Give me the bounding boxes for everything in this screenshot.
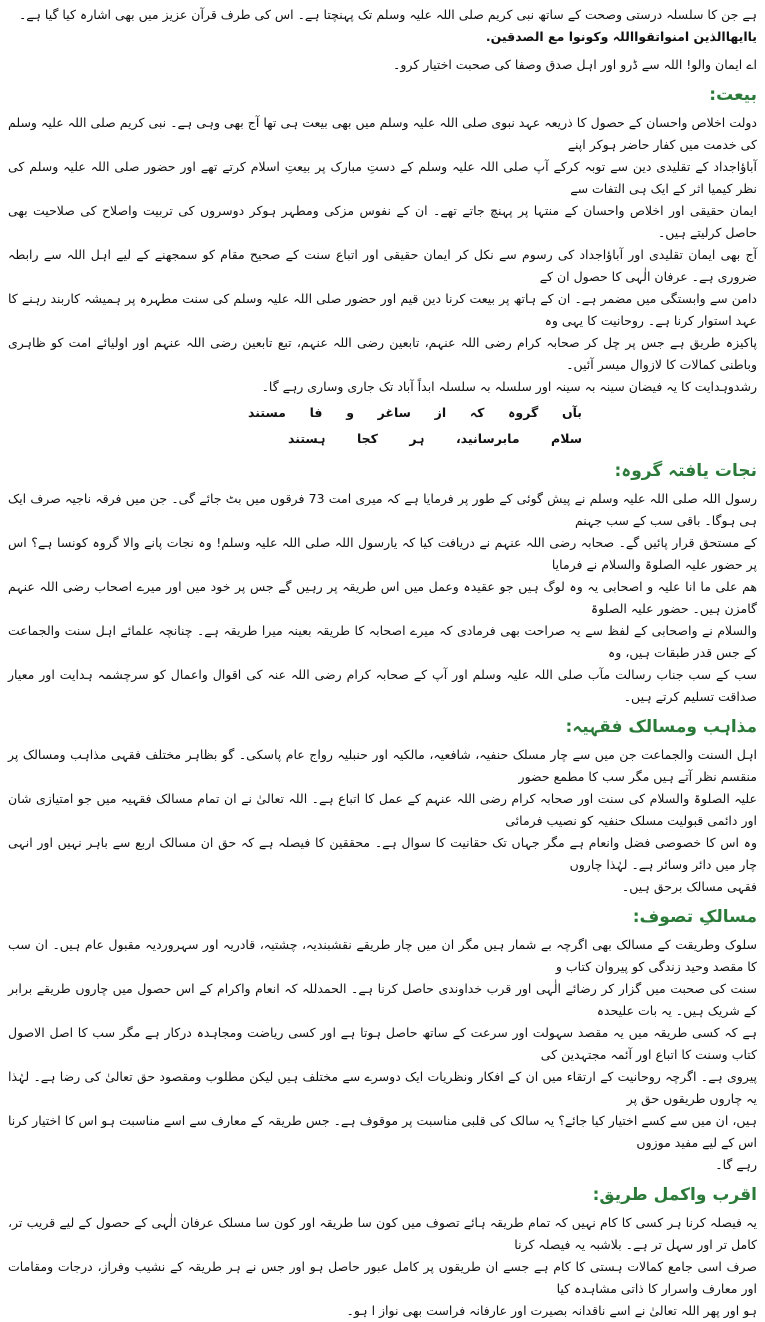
section-heading-tasawwuf: مسالکِ تصوف: [632,907,757,927]
text-line: دامن سے وابستگی میں مضمر ہے۔ ان کے ہاتھ پر بیعت کرنا دین قیم اور حضور صلی اللہ علیہ وسلم کی سنت مطہرہ پر ہمیشہ کاربند رہنے کا عہد استوار کرنا ہے۔ روحانیت کا یہی وہ [8,291,757,328]
couplet-word: گروہ [508,405,539,420]
couplet-word: کہ [469,405,485,420]
text-line: علیہ الصلوۃ والسلام کی سنت اور صحابہ کرام رضی اللہ عنہم کے عمل کا اتباع ہے۔ اللہ تعالیٰ نے ان تمام مسالک فقہیہ میں جو امتیازی شان اور دائمی قبولیت مسلک حنفیہ کو نصیب فرمائی [8,791,757,828]
couplet-word: مستند [248,405,286,420]
tasawwuf-paragraph [8,934,757,1176]
text-line: ہیں، ان میں سے کسے اختیار کیا جائے؟ یہ سالک کی قلبی مناسبت پر موقوف ہے۔ جس طریقہ کے معارف سے اسے مناسبت ہو اس کا اختیار کرنا اس کے لیے مفید موزوں [8,1113,757,1150]
couplet-line-2 [8,426,757,452]
mazahib-paragraph [8,744,757,898]
text-line: پیروی ہے۔ اگرچہ روحانیت کے ارتقاء میں ان کے افکار ونظریات ایک دوسرے سے مختلف ہیں لیکن مطلوب ومقصود حق تعالیٰ کی رضا ہے۔ لہٰذا یہ چاروں طریقوں حق پر [8,1069,757,1106]
text-line: رسول اللہ صلی اللہ علیہ وسلم نے پیش گوئی کے طور پر فرمایا ہے کہ میری امت 73 فرقوں میں بٹ جائے گی۔ جن میں فرقہ ناجیہ صرف ایک ہی ہوگا۔ باقی سب کے سب جہنم [8,491,757,528]
aqrab-paragraph [8,1212,757,1322]
bayat-paragraph-1 [8,112,757,244]
section-heading-bayat: بیعت: [709,85,757,105]
text-line: سنت کی صحبت میں گزار کر رضائے الٰہی اور قرب خداوندی حاصل کرنا ہے۔ الحمدللہ کہ انعام واکرام کے اس حصول میں چاروں طریقے برابر کے شریک ہیں۔ یہ بات علیحدہ [8,981,757,1018]
text-line: پاکیزہ طریق ہے جس پر چل کر صحابہ کرام رضی اللہ عنہم، تابعین رضی اللہ عنہم، تبع تابعین رضی اللہ عنہم اور اولیائے امت کو ظاہری وباطنی کمالات کا لازوال میسر آئیں۔ [8,335,757,372]
text-line: ھم علی ما انا علیہ و اصحابی یہ وہ لوگ ہیں جو عقیدہ وعمل میں اس طریقہ پر رہیں گے جس پر خود میں اور میرے اصحاب رضی اللہ عنہم گامزن ہیں۔ حضور علیہ الصلوۃ [8,579,757,616]
couplet-line-1 [8,400,757,426]
intro-paragraph [8,4,757,26]
text-line: ایمان حقیقی اور اخلاص واحسان کے منتہا پر پہنچ جاتے تھے۔ ان کے نفوس مزکی ومطہر ہوکر دوسروں کی تربیت واصلاح کی صلاحیت بھی حاصل کرلیتے ہیں۔ [8,203,757,240]
couplet-word: مابرسانید، [455,431,520,446]
couplet-word: سلام [551,431,582,446]
intro-line: ہے جن کا سلسلہ درستی وصحت کے ساتھ نبی کریم صلی اللہ علیہ وسلم تک پہنچتا ہے۔ اس کی طرف قرآن عزیز میں بھی اشارہ کیا گیا ہے۔ [18,7,757,22]
document-page [8,4,757,1318]
section-heading-najat: نجات یافتہ گروہ: [614,461,757,481]
couplet-word: ہر [409,431,425,446]
text-line: دولت اخلاص واحسان کے حصول کا ذریعہ عہد نبوی صلی اللہ علیہ وسلم میں بھی بیعت ہی تھا آج بھی وہی ہے۔ نبی کریم صلی اللہ علیہ وسلم کی خدمت میں کفار حاضر ہوکر اپنے [8,115,757,152]
couplet-word: بآں [561,405,582,420]
text-line: رہے گا۔ [715,1157,757,1172]
couplet-word: کجا [356,431,378,446]
text-line: ہو اور پھر اللہ تعالیٰ نے اسے ناقدانہ بصیرت اور عارفانہ فراست بھی نواز ا ہو۔ [346,1303,757,1318]
text-line: سلوک وطریقت کے مسالک بھی اگرچہ بے شمار ہیں مگر ان میں چار طریقے نقشبندیہ، چشتیہ، قادریہ اور سہروردیہ مقبول عام ہیں۔ ان سب کا مقصد وحید زندگی کو پیروان کتاب و [8,937,757,974]
persian-couplet [8,400,757,452]
text-line: کے مستحق قرار پائیں گے۔ صحابہ رضی اللہ عنہم نے دریافت کیا کہ یارسول اللہ صلی اللہ علیہ وسلم! وہ نجات پانے والا گروہ کونسا ہے؟ اس پر حضور علیہ الصلوۃ والسلام نے فرمایا [8,535,757,572]
quran-verse [8,26,757,48]
text-line: رشدوہدایت کا یہ فیضان سینہ بہ سینہ اور سلسلہ بہ سلسلہ ابداً آباد تک جاری وساری رہے گا۔ [261,379,757,394]
section-heading-mazahib: مذاہب ومسالک فقہیہ: [565,717,757,737]
najat-paragraph [8,488,757,708]
text-line: والسلام نے واصحابی کے لفظ سے یہ صراحت بھی فرمادی کہ میرے اصحابہ کا طریقہ بعینہ میرا طریقہ ہے۔ چنانچہ علمائے اہل سنت والجماعت کے جس قدر طبقات ہیں، وہ [8,623,757,660]
verse-text: یاایھاالذین امنواتقوااللہ وکونوا مع الصدقین. [485,29,757,44]
text-line: وہ اس کا خصوصی فضل وانعام ہے مگر جہاں تک حقانیت کا سوال ہے۔ محققین کا فیصلہ ہے کہ حق ان مسالک اربع سے باہر نہیں اور انہی چار میں دائر وسائر ہے۔ لہٰذا چاروں [8,835,757,872]
text-line: آباؤاجداد کے تقلیدی دین سے توبہ کرکے آپ صلی اللہ علیہ وسلم کے دستِ مبارک پر بیعتِ اسلام کرتے تھے اور حضور صلی اللہ علیہ وسلم کی نظر کیمیا اثر کے ایک ہی التفات سے [8,159,757,196]
couplet-word: و [346,405,354,420]
text-line: صرف اسی جامع کمالات ہستی کا کام ہے جسے ان طریقوں پر کامل عبور حاصل ہو اور جس نے ہر طریقہ کے نشیب وفراز، درجات ومقامات اور معارف واسرار کا ذاتی مشاہدہ کیا [8,1259,757,1296]
text-line: آج بھی ایمان تقلیدی اور آباؤاجداد کی رسوم سے نکل کر ایمان حقیقی اور اتباع سنت کے صحیح مقام کو سمجھنے کے لیے اہل اللہ سے رابطہ ضروری ہے۔ عرفان الٰہی کا حصول ان کے [8,247,757,284]
translation-text: اے ایمان والو! اللہ سے ڈرو اور اہل صدق وصفا کی صحبت اختیار کرو۔ [393,57,757,72]
couplet-word: ساغر [377,405,411,420]
couplet-word: ہستند [288,431,326,446]
text-line: سب کے سب جناب رسالت مآب صلی اللہ علیہ وسلم اور آپ کے صحابہ کرام رضی اللہ عنہ کی اقوال واعمال کو سرچشمہ ہدایت اور معیار صداقت تسلیم کرتے ہیں۔ [8,667,757,704]
text-line: اہل السنت والجماعت جن میں سے چار مسلک حنفیہ، شافعیہ، مالکیہ اور حنبلیہ رواج عام پاسکی۔ گو بظاہر مختلف فقہی مذاہب ومسالک پر منقسم نظر آتے ہیں مگر سب کا مطمع حضور [8,747,757,784]
text-line: ہے کہ کسی طریقہ میں یہ مقصد سہولت اور سرعت کے ساتھ حاصل ہوتا ہے اور کسی ریاضت ومجاہدہ درکار ہے مگر سب کا اصل الاصول کتاب وسنت کا اتباع اور آئمہ مجتہدین کی [8,1025,757,1062]
couplet-word: از [434,405,447,420]
couplet-word: فا [309,405,323,420]
bayat-paragraph-2 [8,244,757,398]
verse-translation [8,54,757,76]
text-line: یہ فیصلہ کرنا ہر کسی کا کام نہیں کہ تمام طریقہ ہائے تصوف میں کون سا طریقہ اور کون سا مسلک عرفان الٰہی کے حصول کے لیے قریب تر، کامل تر اور سہل تر ہے۔ بلاشبہ یہ فیصلہ کرنا [8,1215,757,1252]
text-line: فقہی مسالک برحق ہیں۔ [621,879,757,894]
section-heading-aqrab: اقرب واکمل طریق: [592,1185,757,1205]
